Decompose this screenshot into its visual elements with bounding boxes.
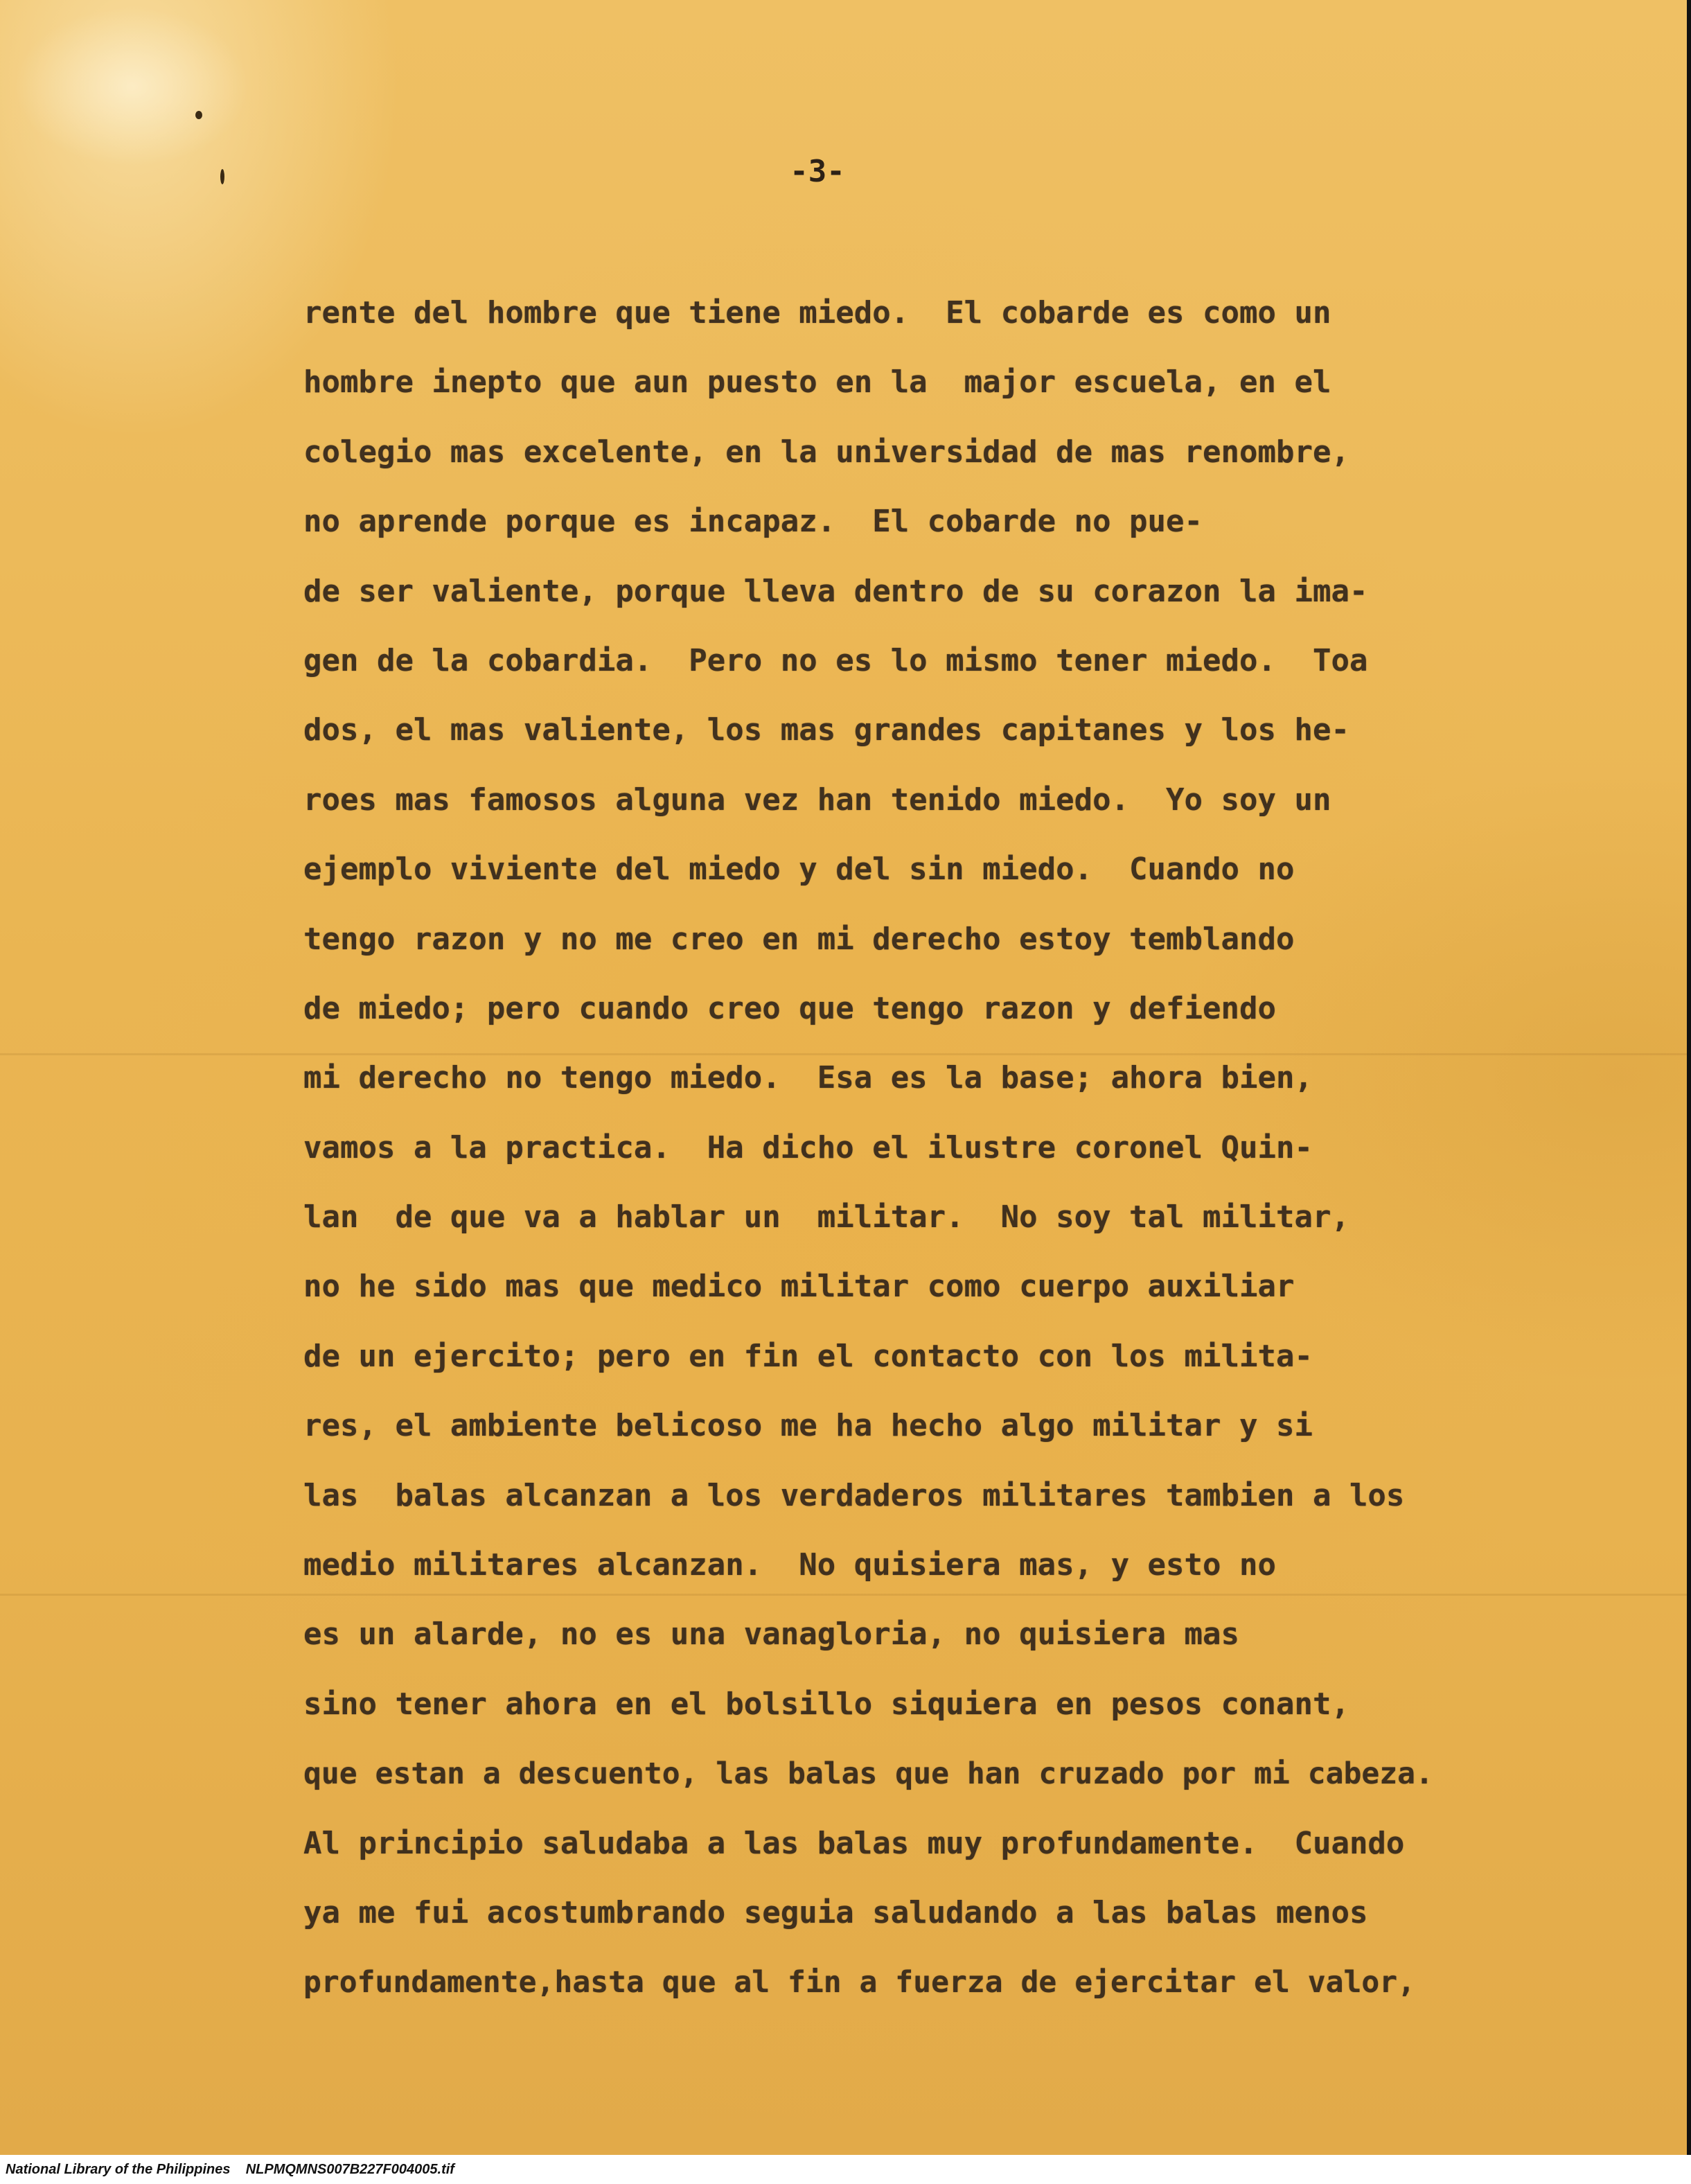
text-line: que estan a descuento, las balas que han cruzado por mi cabeza. [303,1756,1433,1792]
text-line: ya me fui acostumbrando seguia saludando a las balas menos [303,1894,1368,1930]
text-line: de ser valiente, porque lleva dentro de su corazon la ima- [303,573,1368,609]
text-line: de miedo; pero cuando creo que tengo razon y defiendo [303,990,1276,1026]
text-line: res, el ambiente belicoso me ha hecho algo militar y si [303,1408,1313,1444]
text-line: mi derecho no tengo miedo. Esa es la base; ahora bien, [303,1060,1313,1096]
text-line: tengo razon y no me creo en mi derecho estoy temblando [303,921,1295,957]
archive-caption: National Library of the Philippines NLPMQMNS007B227F004005.tif [6,2162,454,2177]
ink-spot [220,169,224,184]
paper-stain [14,7,249,166]
text-line: rente del hombre que tiene miedo. El cobarde es como un [303,295,1331,331]
text-line: vamos a la practica. Ha dicho el ilustre coronel Quin- [303,1129,1313,1165]
text-line: las balas alcanzan a los verdaderos militares tambien a los [303,1477,1405,1513]
text-line: roes mas famosos alguna vez han tenido miedo. Yo soy un [303,782,1331,818]
text-line: hombre inepto que aun puesto en la major escuela, en el [303,364,1331,400]
text-line: de un ejercito; pero en fin el contacto con los milita- [303,1338,1313,1374]
text-line: es un alarde, no es una vanagloria, no quisiera mas [303,1617,1240,1653]
text-line: dos, el mas valiente, los mas grandes capitanes y los he- [303,712,1349,748]
text-line: no he sido mas que medico militar como cuerpo auxiliar [303,1269,1295,1305]
ink-spot [195,111,202,119]
text-line: profundamente,hasta que al fin a fuerza de ejercitar el valor, [303,1965,1416,2000]
text-line: medio militares alcanzan. No quisiera mas, y esto no [303,1547,1276,1583]
page-number: -3- [790,154,845,189]
text-line: Al principio saludaba a las balas muy profundamente. Cuando [303,1825,1405,1861]
text-line: ejemplo viviente del miedo y del sin miedo. Cuando no [303,852,1295,888]
text-line: sino tener ahora en el bolsillo siquiera en pesos conant, [303,1686,1349,1722]
text-line: no aprende porque es incapaz. El cobarde no pue- [303,504,1203,540]
typed-body-text [303,292,1433,2032]
text-line: colegio mas excelente, en la universidad de mas renombre, [303,434,1349,470]
text-line: lan de que va a hablar un militar. No soy tal militar, [303,1199,1349,1235]
text-line: gen de la cobardia. Pero no es lo mismo tener miedo. Toa [303,642,1368,678]
